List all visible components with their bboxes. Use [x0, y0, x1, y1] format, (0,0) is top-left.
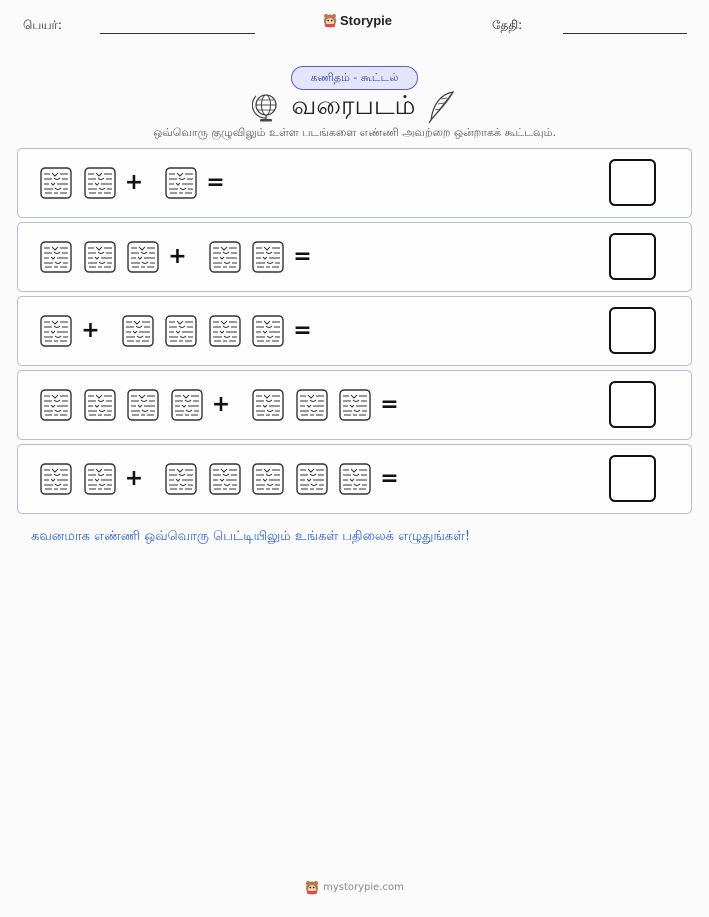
topic-badge: கணிதம் - கூட்டல் — [291, 66, 418, 90]
footer — [0, 880, 709, 895]
map-document-icon — [171, 389, 203, 421]
map-document-icon — [209, 315, 241, 347]
plus-sign: + — [124, 466, 144, 491]
map-document-icon — [165, 315, 197, 347]
title-row — [0, 90, 709, 124]
name-field[interactable] — [100, 33, 255, 34]
map-document-icon — [165, 463, 197, 495]
map-document-icon — [252, 463, 284, 495]
answer-box[interactable] — [609, 159, 656, 206]
date-label: தேதி: — [492, 18, 523, 32]
problem-row — [17, 370, 692, 440]
equals-sign: = — [380, 466, 399, 491]
answer-box[interactable] — [609, 455, 656, 502]
map-document-icon — [127, 389, 159, 421]
plus-sign: + — [81, 318, 100, 343]
plus-sign: + — [168, 244, 187, 269]
problem-row — [17, 222, 692, 292]
equals-sign: = — [206, 170, 225, 195]
footer-site: mystorypie.com — [323, 882, 404, 893]
plus-sign: + — [124, 170, 144, 195]
map-document-icon — [296, 463, 328, 495]
map-document-icon — [339, 389, 371, 421]
map-document-icon — [40, 463, 72, 495]
instructions: ஒவ்வொரு குழுவிலும் உள்ள படங்களை எண்ணி அவற்றை ஒன்றாகக் கூட்டவும். — [153, 126, 556, 139]
map-document-icon — [40, 389, 72, 421]
plus-sign: + — [211, 392, 231, 417]
equals-sign: = — [380, 392, 399, 417]
map-document-icon — [127, 241, 159, 273]
map-document-icon — [252, 389, 284, 421]
map-document-icon — [209, 241, 241, 273]
brand-name: Storypie — [340, 13, 393, 28]
answer-box[interactable] — [609, 307, 656, 354]
equals-sign: = — [293, 244, 312, 269]
map-document-icon — [84, 241, 116, 273]
date-field[interactable] — [563, 33, 687, 34]
map-document-icon — [40, 241, 72, 273]
name-label: பெயர்: — [23, 18, 62, 32]
storypie-mascot-icon — [323, 13, 337, 28]
map-document-icon — [252, 241, 284, 273]
page-title: வரைபடம் — [291, 90, 416, 121]
map-document-icon — [84, 389, 116, 421]
footer-note: கவனமாக எண்ணி ஒவ்வொரு பெட்டியிலும் உங்கள் பதிலைக் எழுதுங்கள்! — [31, 529, 471, 544]
map-document-icon — [296, 389, 328, 421]
map-document-icon — [165, 167, 197, 199]
brand-logo — [323, 13, 392, 28]
map-document-icon — [339, 463, 371, 495]
answer-box[interactable] — [609, 233, 656, 280]
storypie-mascot-icon — [305, 880, 319, 895]
map-document-icon — [252, 315, 284, 347]
map-document-icon — [40, 315, 72, 347]
feather-quill-icon — [427, 90, 457, 124]
equals-sign: = — [293, 318, 312, 343]
globe-icon — [252, 92, 280, 122]
map-document-icon — [84, 463, 116, 495]
map-document-icon — [122, 315, 154, 347]
map-document-icon — [84, 167, 116, 199]
map-document-icon — [209, 463, 241, 495]
problem-row — [17, 444, 692, 514]
map-document-icon — [40, 167, 72, 199]
problem-row — [17, 148, 692, 218]
answer-box[interactable] — [609, 381, 656, 428]
problem-row — [17, 296, 692, 366]
